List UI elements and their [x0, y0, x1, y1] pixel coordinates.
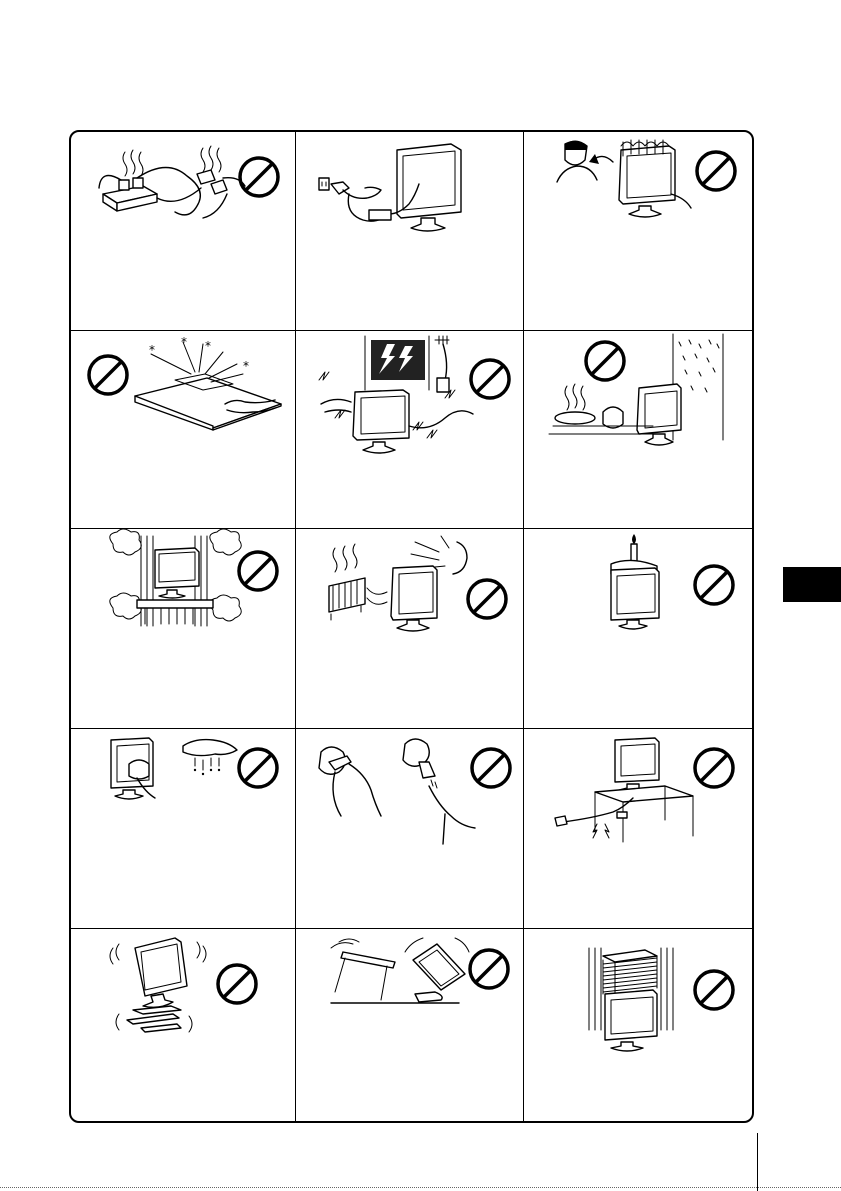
prohibition-icon: [472, 749, 510, 787]
monitor-cover-ventilation-icon: [523, 132, 752, 330]
prohibition-icon: [239, 552, 277, 590]
candle-on-monitor-icon: [523, 528, 752, 728]
cell-candle: [523, 528, 752, 728]
cell-unstable-stand: [71, 928, 295, 1122]
prohibition-icon: [218, 965, 256, 1003]
wet-cloth-cleaning-icon: [71, 728, 295, 928]
cell-lightning-storm: [295, 330, 523, 528]
prohibition-icon: [239, 749, 277, 787]
page-number-rule: [757, 1133, 758, 1191]
unstable-stand-icon: [71, 928, 295, 1122]
cell-heat-sun: [295, 528, 523, 728]
prohibition-icon: [468, 580, 506, 618]
moisture-steam-rain-icon: [523, 330, 752, 528]
overloaded-outlet-icon: [71, 132, 295, 330]
prohibition-icon: [89, 356, 127, 394]
cell-falling-monitor: [295, 928, 523, 1122]
falling-monitor-icon: [295, 928, 523, 1122]
svg-text:*: *: [243, 359, 249, 373]
objects-on-monitor-icon: [523, 928, 752, 1122]
prohibition-icon: [695, 971, 733, 1009]
prohibition-icon: [470, 950, 508, 988]
prohibition-icon: [695, 749, 733, 787]
lightning-storm-icon: [295, 330, 523, 528]
svg-text:*: *: [181, 335, 187, 349]
prohibition-icon: [695, 566, 733, 604]
open-cabinet-sparks-icon: [71, 330, 295, 528]
prohibition-icon: [586, 342, 624, 380]
section-tab: [783, 567, 841, 602]
cell-monitor-plug: [295, 132, 523, 330]
wet-hands-plug-icon: [295, 728, 523, 928]
cell-wet-hands-plug: [295, 728, 523, 928]
prohibition-icon: [471, 360, 509, 398]
cell-moisture: [523, 330, 752, 528]
cell-open-cabinet: [71, 330, 295, 528]
cell-cover-ventilation: [523, 132, 752, 330]
cell-damaged-cord: [523, 728, 752, 928]
cell-objects-on-monitor: [523, 928, 752, 1122]
crop-line: [0, 1187, 841, 1188]
enclosed-space-icon: [71, 528, 295, 728]
svg-text:*: *: [205, 339, 211, 353]
cell-enclosed-space: [71, 528, 295, 728]
cell-wet-cloth: [71, 728, 295, 928]
monitor-plug-outlet-icon: [295, 132, 523, 330]
heat-sun-icon: [295, 528, 523, 728]
svg-text:*: *: [149, 343, 155, 357]
damaged-cord-icon: [523, 728, 752, 928]
prohibition-icon: [697, 152, 735, 190]
cell-overloaded-outlet: [71, 132, 295, 330]
prohibition-icon: [240, 158, 278, 196]
